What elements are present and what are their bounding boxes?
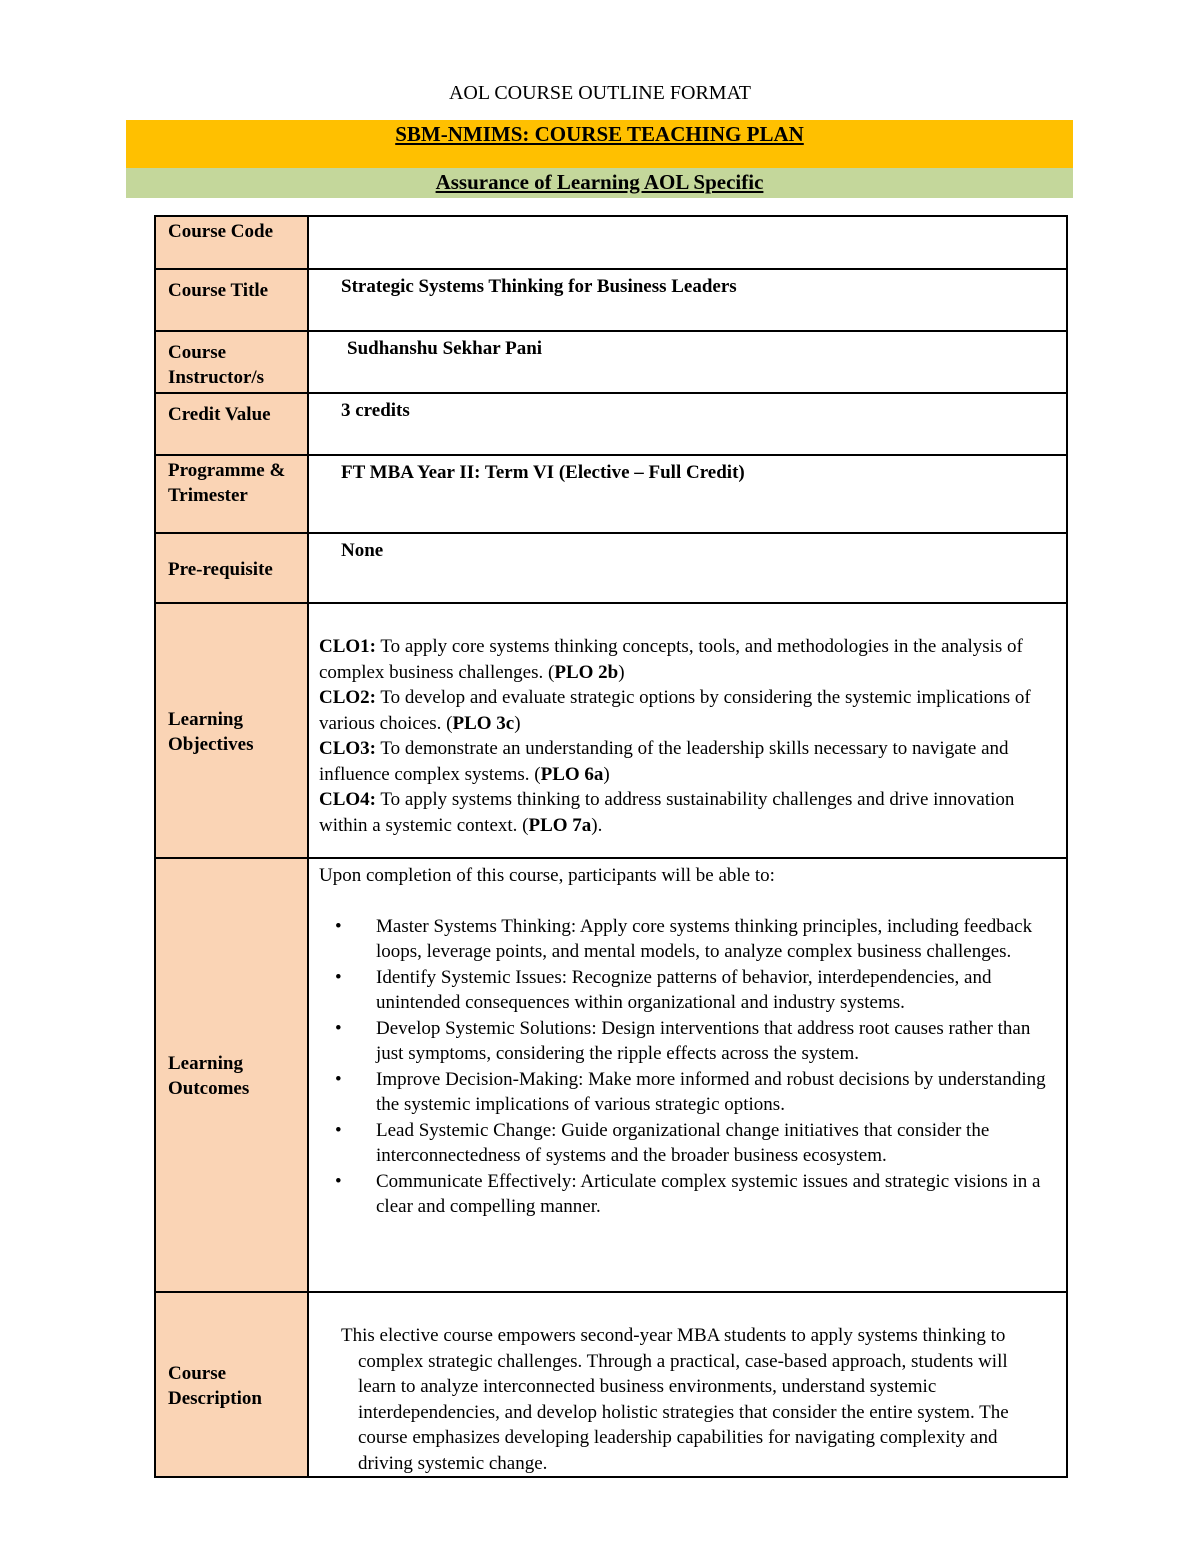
objective-plo: PLO 7a bbox=[528, 814, 592, 836]
bullet-icon: • bbox=[335, 1068, 342, 1090]
table-row-programme bbox=[155, 455, 1067, 533]
course-teaching-plan-banner: SBM-NMIMS: COURSE TEACHING PLAN bbox=[126, 120, 1073, 168]
outcome-text: Identify Systemic Issues: Recognize patterns of behavior, interdependencies, and unintended consequences within organizational and industry systems. bbox=[376, 966, 992, 1013]
table-row-credit bbox=[155, 393, 1067, 455]
objective-text: To demonstrate an understanding of the leadership skills necessary to navigate and influence complex systems. ( bbox=[319, 738, 1009, 785]
objective-tail: ) bbox=[514, 712, 521, 734]
outcome-text: Master Systems Thinking: Apply core systems thinking principles, including feedback loops, leverage points, and mental models, to analyze complex business challenges. bbox=[376, 915, 1033, 962]
description-cell bbox=[308, 1292, 1067, 1477]
outcome-item bbox=[335, 1169, 1056, 1220]
objective-code: CLO4: bbox=[319, 789, 376, 810]
outcome-item bbox=[335, 1067, 1056, 1118]
credit-label: Credit Value bbox=[155, 393, 308, 455]
objectives-label: Learning Objectives bbox=[155, 603, 308, 858]
objective-text: To apply core systems thinking concepts, tools, and methodologies in the analysis of complex business challenges. ( bbox=[319, 636, 1023, 683]
description-label: Course Description bbox=[155, 1292, 308, 1477]
outcomes-label: Learning Outcomes bbox=[155, 858, 308, 1292]
outcome-text: Communicate Effectively: Articulate complex systemic issues and strategic visions in a clear and compelling manner. bbox=[376, 1170, 1041, 1217]
table-row-prerequisite bbox=[155, 533, 1067, 603]
bullet-icon: • bbox=[335, 915, 342, 937]
objectives-cell bbox=[308, 603, 1067, 858]
prerequisite-text: None bbox=[341, 540, 384, 561]
outcomes-list bbox=[319, 914, 1056, 1220]
outcome-text: Lead Systemic Change: Guide organizational change initiatives that consider the interconnectedness of systems and the broader business ecosystem. bbox=[376, 1119, 990, 1166]
outcomes-content bbox=[309, 859, 1066, 1220]
outcome-item bbox=[335, 965, 1056, 1016]
objective-item bbox=[319, 787, 1056, 838]
outcomes-intro: Upon completion of this course, participants will be able to: bbox=[319, 865, 775, 886]
bullet-icon: • bbox=[335, 1017, 342, 1039]
description-content bbox=[309, 1293, 1066, 1476]
instructor-label: Course Instructor/s bbox=[155, 331, 308, 393]
outcome-text: Improve Decision-Making: Make more informed and robust decisions by understanding the systemic implications of various strategic options. bbox=[376, 1068, 1046, 1115]
objective-item bbox=[319, 736, 1056, 787]
objective-tail: ) bbox=[618, 661, 625, 683]
aol-specific-banner: Assurance of Learning AOL Specific bbox=[126, 168, 1073, 198]
table-row-objectives bbox=[155, 603, 1067, 858]
outcome-item bbox=[335, 1118, 1056, 1169]
objectives-list bbox=[309, 604, 1066, 838]
description-text: This elective course empowers second-year MBA students to apply systems thinking to complex strategic challenges. Through a practical, case-based approach, students will learn to analyze interconnected business environments, understand systemic interdependencies, and develop holistic strategies that consider the entire system. The course emphasizes developing leadership capabilities for navigating complexity and driving systemic change. bbox=[341, 1325, 1009, 1474]
outcome-item bbox=[335, 914, 1056, 965]
instructor-text: Sudhanshu Sekhar Pani bbox=[347, 338, 543, 359]
table-row-outcomes bbox=[155, 858, 1067, 1292]
credit-text: 3 credits bbox=[341, 400, 410, 421]
objective-tail: ). bbox=[591, 814, 603, 836]
objective-code: CLO3: bbox=[319, 738, 376, 759]
table-row-description bbox=[155, 1292, 1067, 1477]
course-title-label: Course Title bbox=[155, 269, 308, 331]
programme-label: Programme & Trimester bbox=[155, 455, 308, 533]
objective-text: To develop and evaluate strategic options by considering the systemic implications of various choices. ( bbox=[319, 687, 1031, 734]
outcome-item bbox=[335, 1016, 1056, 1067]
outcome-text: Develop Systemic Solutions: Design interventions that address root causes rather than just symptoms, considering the ripple effects across the system. bbox=[376, 1017, 1031, 1064]
course-title-text: Strategic Systems Thinking for Business Leaders bbox=[341, 276, 737, 297]
bullet-icon: • bbox=[335, 966, 342, 988]
programme-value bbox=[308, 455, 1067, 533]
outcomes-cell bbox=[308, 858, 1067, 1292]
prerequisite-value bbox=[308, 533, 1067, 603]
programme-text: FT MBA Year II: Term VI (Elective – Full Credit) bbox=[341, 462, 745, 483]
objective-tail: ) bbox=[603, 763, 610, 785]
bullet-icon: • bbox=[335, 1170, 342, 1192]
objective-text: To apply systems thinking to address sustainability challenges and drive innovation within a systemic context. ( bbox=[319, 789, 1015, 836]
table-row-course-code bbox=[155, 216, 1067, 269]
objective-code: CLO1: bbox=[319, 636, 376, 657]
bullet-icon: • bbox=[335, 1119, 342, 1141]
objective-item bbox=[319, 634, 1056, 685]
objective-plo: PLO 6a bbox=[540, 763, 604, 785]
credit-value bbox=[308, 393, 1067, 455]
document-title: AOL COURSE OUTLINE FORMAT bbox=[448, 82, 752, 104]
prerequisite-label: Pre-requisite bbox=[155, 533, 308, 603]
course-code-value bbox=[308, 216, 1067, 269]
instructor-value bbox=[308, 331, 1067, 393]
objective-item bbox=[319, 685, 1056, 736]
objective-code: CLO2: bbox=[319, 687, 376, 708]
objective-plo: PLO 2b bbox=[554, 661, 619, 683]
course-title-value bbox=[308, 269, 1067, 331]
course-code-text bbox=[309, 217, 1066, 221]
course-outline-table bbox=[154, 215, 1068, 1478]
table-row-course-title bbox=[155, 269, 1067, 331]
objective-plo: PLO 3c bbox=[452, 712, 515, 734]
table-row-instructor bbox=[155, 331, 1067, 393]
course-code-label: Course Code bbox=[155, 216, 308, 269]
